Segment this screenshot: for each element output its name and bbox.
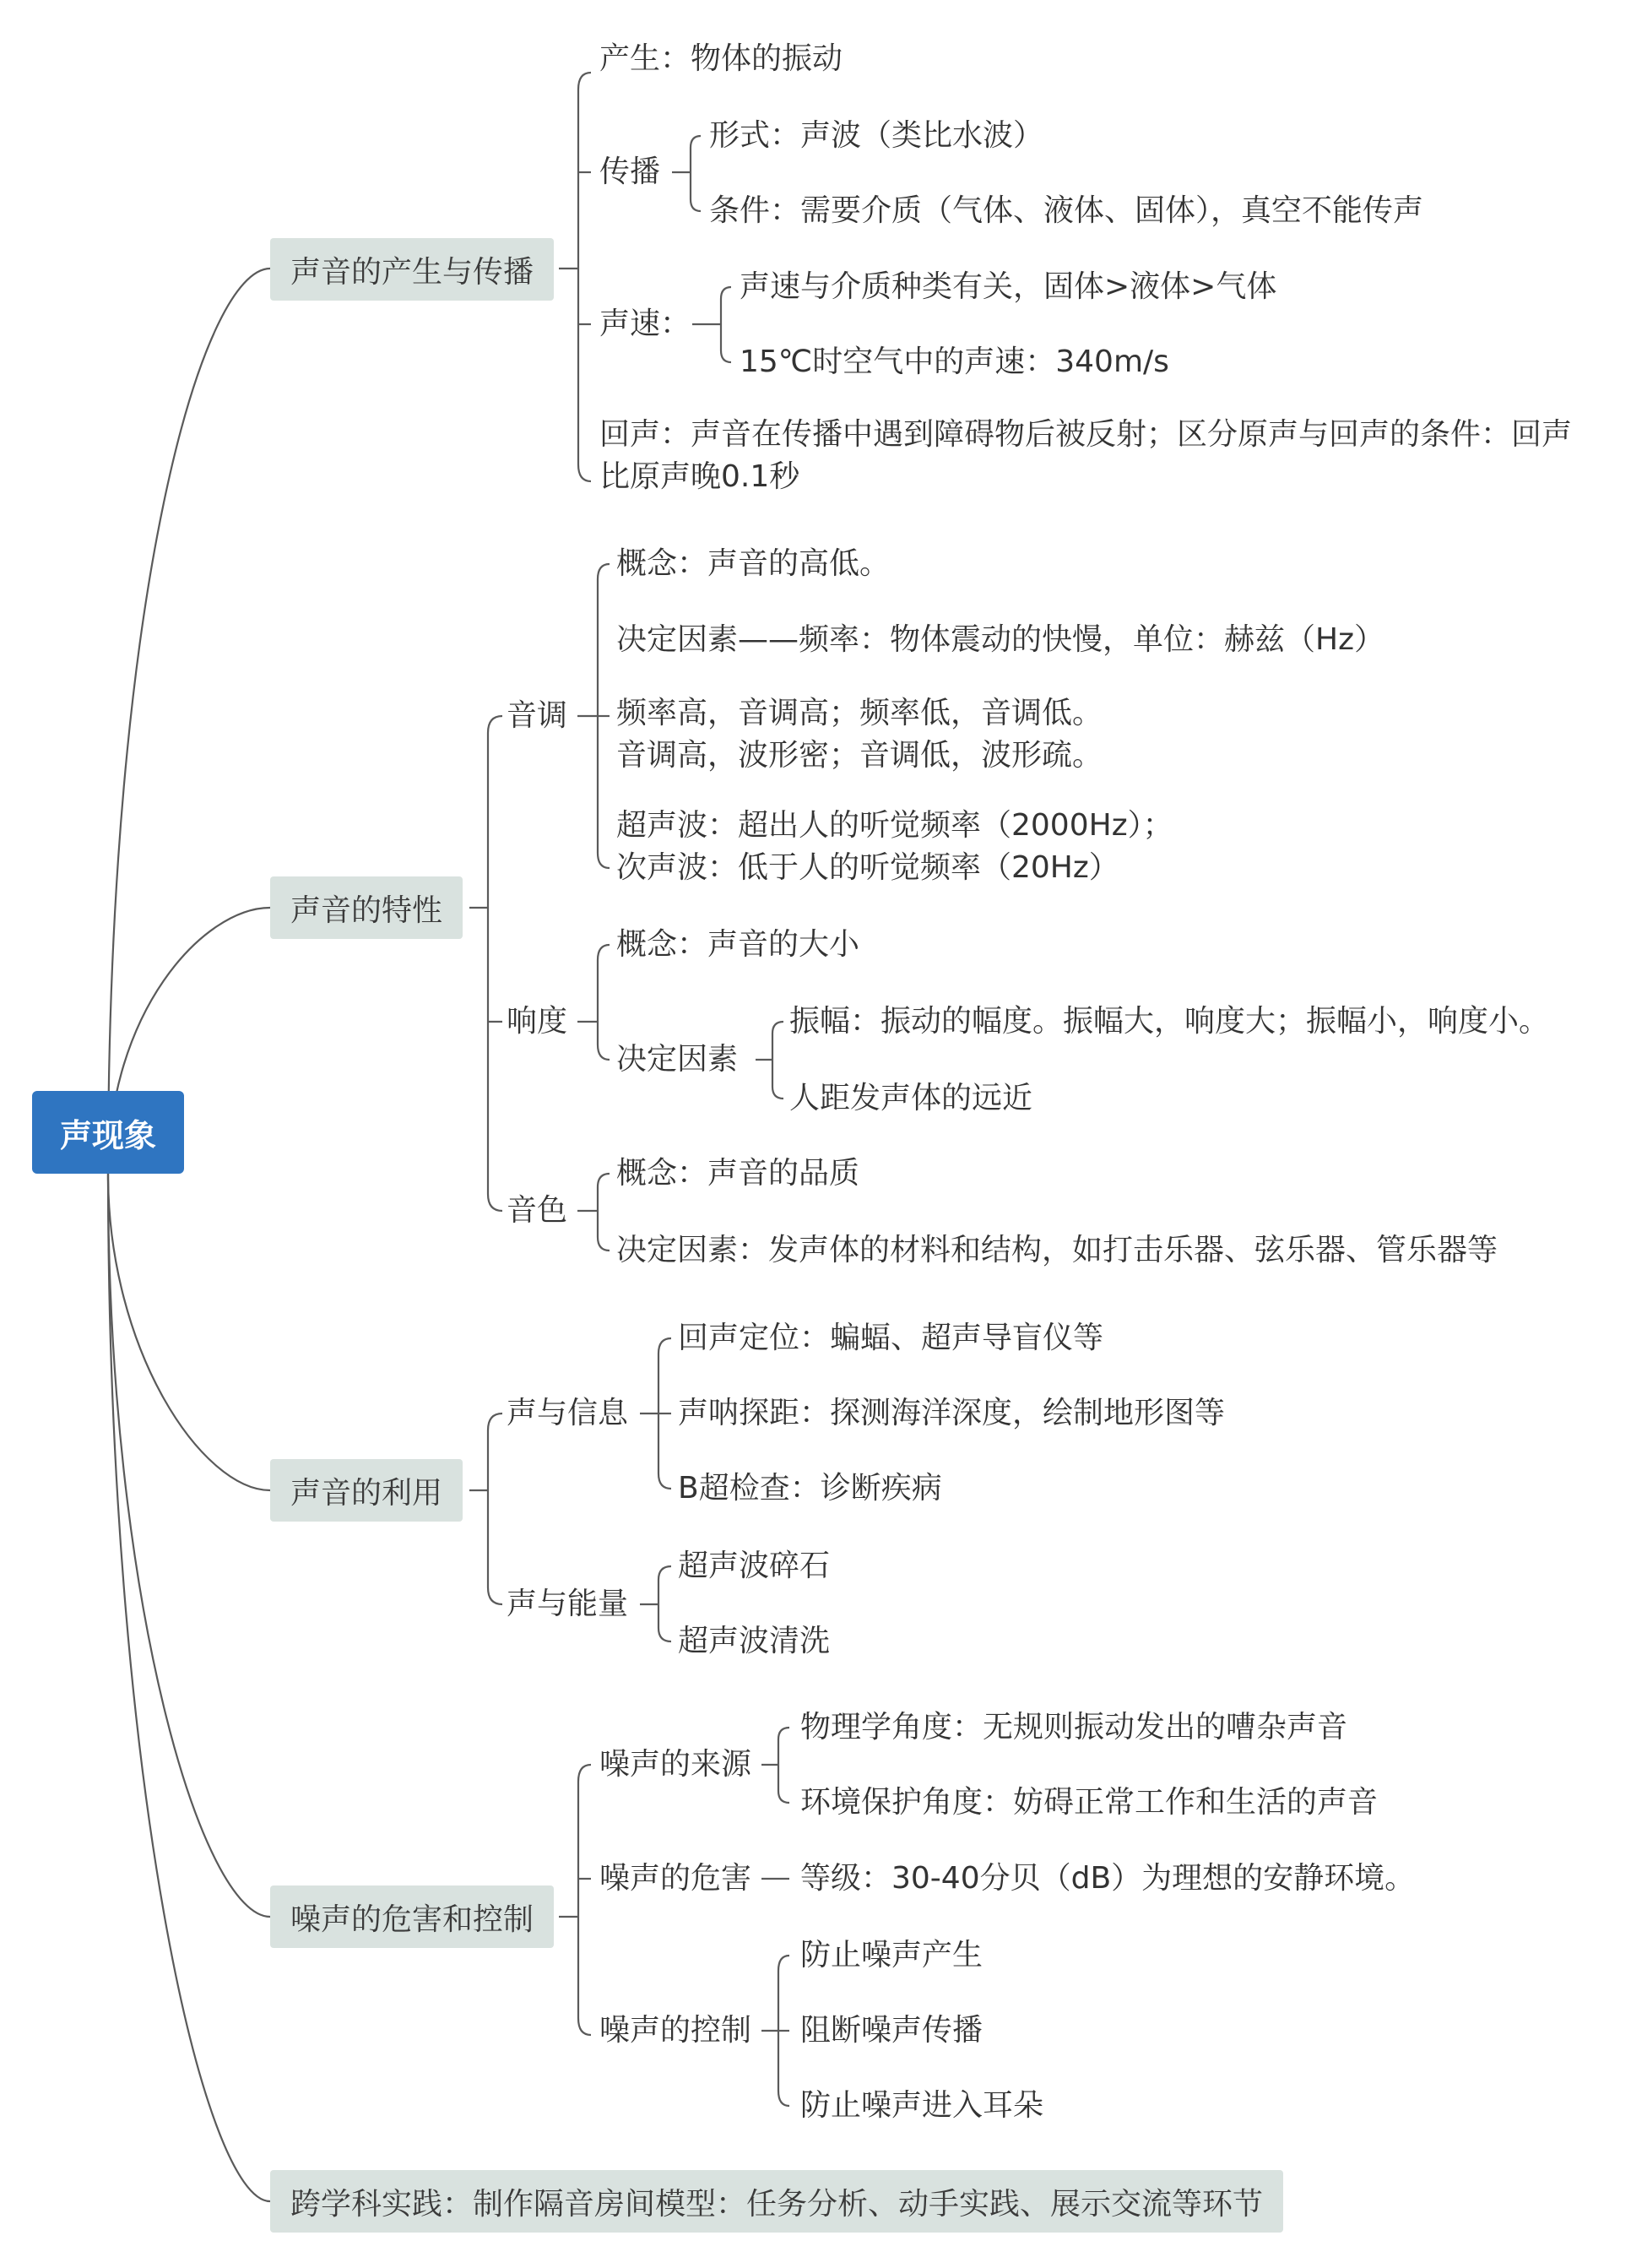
- node-xinxi[interactable]: 声与信息: [507, 1396, 629, 1430]
- node-yinse[interactable]: 音色: [507, 1193, 568, 1228]
- node-tiaojian[interactable]: 条件：需要介质（气体、液体、固体），真空不能传声: [709, 193, 1424, 228]
- node-xx2[interactable]: 声呐探距：探测海洋深度，绘制地形图等: [678, 1396, 1226, 1430]
- node-nl1[interactable]: 超声波碎石: [678, 1549, 831, 1583]
- node-nl2[interactable]: 超声波清洗: [678, 1624, 831, 1658]
- node-yd3a[interactable]: 频率高，音调高；频率低，音调低。: [616, 696, 1103, 730]
- node-xd1[interactable]: 概念：声音的大小: [616, 927, 860, 962]
- root-node[interactable]: 声现象: [32, 1091, 184, 1174]
- node-wh1[interactable]: 等级：30-40分贝（dB）为理想的安静环境。: [800, 1861, 1416, 1896]
- branch-interdisciplinary-practice[interactable]: 跨学科实践：制作隔音房间模型：任务分析、动手实践、展示交流等环节: [270, 2170, 1283, 2233]
- node-ys1[interactable]: 概念：声音的品质: [616, 1156, 860, 1191]
- link-xd2-brace: [756, 1022, 783, 1099]
- node-yd2[interactable]: 决定因素——频率：物体震动的快慢，单位：赫兹（Hz）: [616, 622, 1384, 657]
- node-huisheng[interactable]: 回声：声音在传播中遇到障碍物后被反射；区分原声与回声的条件：回声比原声晚0.1秒: [599, 417, 1573, 494]
- node-yd3b[interactable]: 音调高，波形密；音调低，波形疏。: [616, 738, 1103, 773]
- link-shengsu-brace: [692, 287, 731, 362]
- node-chuanbo[interactable]: 传播: [599, 155, 661, 189]
- node-laiyuan[interactable]: 噪声的来源: [599, 1747, 752, 1782]
- node-xiangdu[interactable]: 响度: [507, 1004, 568, 1039]
- node-xd2a[interactable]: 振幅：振动的幅度。振幅大，响度大；振幅小，响度小。: [789, 1004, 1550, 1039]
- node-yd4a[interactable]: 超声波：超出人的听觉频率（2000Hz）；: [616, 808, 1173, 843]
- link-b2-brace: [469, 716, 502, 1211]
- branch-sound-characteristics[interactable]: 声音的特性: [270, 876, 463, 939]
- node-xx1[interactable]: 回声定位：蝙蝠、超声导盲仪等: [678, 1321, 1104, 1355]
- link-b1-brace: [559, 73, 591, 481]
- branch-noise-control[interactable]: 噪声的危害和控制: [270, 1885, 554, 1948]
- node-yd1[interactable]: 概念：声音的高低。: [616, 546, 891, 581]
- node-kz3[interactable]: 防止噪声进入耳朵: [800, 2088, 1044, 2123]
- link-yinse-brace: [577, 1174, 610, 1251]
- node-weihai[interactable]: 噪声的危害: [599, 1861, 752, 1896]
- node-sudu2[interactable]: 15℃时空气中的声速：340m/s: [740, 345, 1169, 379]
- link-b4-brace: [559, 1765, 591, 2035]
- link-nengliang-brace: [640, 1566, 671, 1641]
- node-xd2[interactable]: 决定因素: [616, 1042, 739, 1077]
- node-yd4b[interactable]: 次声波：低于人的听觉频率（20Hz）: [616, 850, 1119, 885]
- node-xingshi[interactable]: 形式：声波（类比水波）: [709, 118, 1044, 153]
- link-root-b3: [108, 1174, 270, 1490]
- node-sudu1[interactable]: 声速与介质种类有关，固体>液体>气体: [740, 269, 1277, 304]
- node-ly2[interactable]: 环境保护角度：妨碍正常工作和生活的声音: [800, 1785, 1379, 1820]
- node-nengliang[interactable]: 声与能量: [507, 1587, 629, 1621]
- node-ly1[interactable]: 物理学角度：无规则振动发出的嘈杂声音: [800, 1710, 1348, 1744]
- node-shengsu[interactable]: 声速：: [599, 307, 691, 341]
- node-kz1[interactable]: 防止噪声产生: [800, 1938, 983, 1972]
- node-chansheng[interactable]: 产生：物体的振动: [599, 41, 843, 76]
- link-xiangdu-brace: [577, 945, 610, 1060]
- link-b3-brace: [469, 1413, 502, 1604]
- link-root-b4: [108, 1174, 270, 1917]
- link-chuanbo-brace: [672, 136, 701, 211]
- branch-sound-production[interactable]: 声音的产生与传播: [270, 238, 554, 301]
- link-laiyuan-brace: [761, 1728, 789, 1803]
- node-kz2[interactable]: 阻断噪声传播: [800, 2013, 983, 2048]
- node-kongzhi[interactable]: 噪声的控制: [599, 2013, 752, 2048]
- node-yindiao[interactable]: 音调: [507, 698, 568, 733]
- branch-sound-usage[interactable]: 声音的利用: [270, 1459, 463, 1522]
- node-xx3[interactable]: B超检查：诊断疾病: [678, 1471, 942, 1506]
- node-ys2[interactable]: 决定因素：发声体的材料和结构，如打击乐器、弦乐器、管乐器等: [616, 1233, 1498, 1267]
- node-xd2b[interactable]: 人距发声体的远近: [789, 1081, 1033, 1115]
